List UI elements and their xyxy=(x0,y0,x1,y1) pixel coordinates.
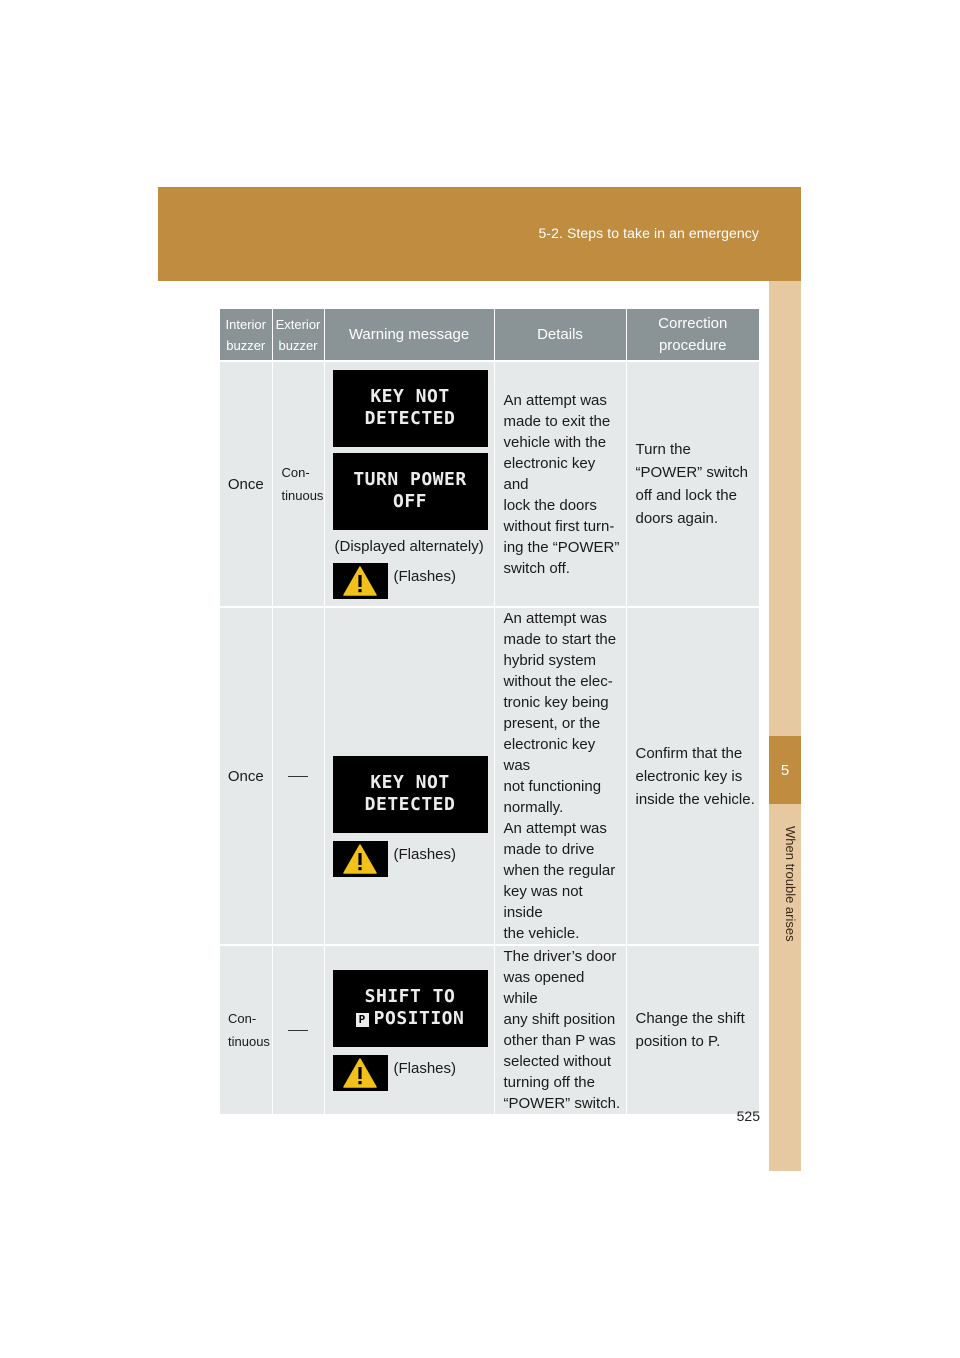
warning-message-cell xyxy=(324,945,494,1114)
display-key-not-detected: KEY NOT DETECTED xyxy=(333,370,488,447)
page-header-bar xyxy=(158,187,801,281)
flash-label: (Flashes) xyxy=(393,568,457,585)
display-note: (Displayed alternately) xyxy=(334,537,484,555)
header-exterior-buzzer: Exterior buzzer xyxy=(272,309,324,361)
header-details: Details xyxy=(494,309,626,361)
flash-label: (Flashes) xyxy=(393,846,457,863)
warning-triangle-icon xyxy=(333,841,388,877)
correction-cell: Confirm that the electronic key is inside the vehicle. xyxy=(626,607,759,945)
side-strip xyxy=(769,281,801,1171)
header-correction: Correction procedure xyxy=(626,309,759,361)
display-shift-to-p-position: SHIFT TO P POSITION xyxy=(333,970,488,1047)
warning-message-cell xyxy=(324,361,494,607)
exterior-buzzer-cell xyxy=(272,607,324,945)
table-row xyxy=(220,945,759,1114)
details-cell: The driver’s door was opened while any shift position other than P was selected without turning off the “POWER” switch. xyxy=(494,945,626,1114)
warning-table xyxy=(220,309,759,1114)
warning-message-cell xyxy=(324,607,494,945)
interior-buzzer-cell: Con- tinuous xyxy=(220,945,272,1114)
warning-triangle-icon xyxy=(333,1055,388,1091)
exterior-buzzer-cell: Con- tinuous xyxy=(272,361,324,607)
details-cell: An attempt was made to start the hybrid system without the elec- tronic key being present, or the electronic key was not functioning normally. An attempt was made to drive when the regular key was not inside the vehicle. xyxy=(494,607,626,945)
interior-buzzer-cell: Once xyxy=(220,607,272,945)
exterior-buzzer-cell xyxy=(272,945,324,1114)
section-title: 5-2. Steps to take in an emergency xyxy=(538,225,759,241)
warning-light xyxy=(333,1055,486,1091)
table-row xyxy=(220,607,759,945)
display-turn-power-off: TURN POWER OFF xyxy=(333,453,488,530)
details-cell: An attempt was made to exit the vehicle with the electronic key and lock the doors without first turn- ing the “POWER” switch off. xyxy=(494,361,626,607)
none-dash xyxy=(288,1030,308,1031)
page-number: 525 xyxy=(736,1108,760,1124)
chapter-label: When trouble arises xyxy=(783,826,798,942)
interior-buzzer-cell: Once xyxy=(220,361,272,607)
flash-label: (Flashes) xyxy=(393,1060,457,1077)
table-row xyxy=(220,361,759,607)
chapter-number: 5 xyxy=(780,761,790,779)
correction-cell: Change the shift position to P. xyxy=(626,945,759,1114)
warning-light xyxy=(333,563,486,599)
p-position-icon: P xyxy=(356,1013,369,1027)
display-key-not-detected: KEY NOT DETECTED xyxy=(333,756,488,833)
warning-triangle-icon xyxy=(333,563,388,599)
table-header-row xyxy=(220,309,759,361)
none-dash xyxy=(288,776,308,777)
warning-light xyxy=(333,841,486,877)
header-warning-message: Warning message xyxy=(324,309,494,361)
header-interior-buzzer: Interior buzzer xyxy=(220,309,272,361)
correction-cell: Turn the “POWER” switch off and lock the doors again. xyxy=(626,361,759,607)
chapter-tab[interactable] xyxy=(769,736,801,804)
